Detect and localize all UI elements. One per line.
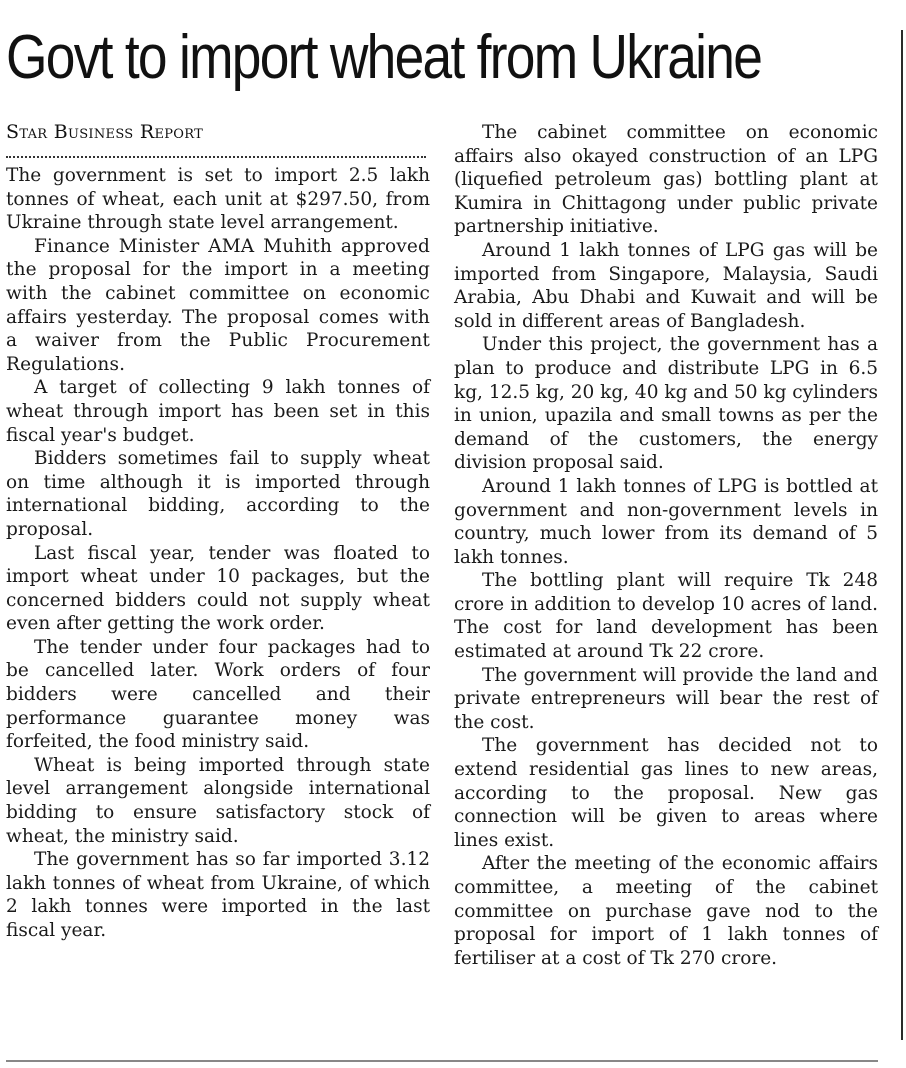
paragraph: After the meeting of the economic affairs committee, a meeting of the cabinet committee on purchase gave nod to the proposal for import of 1 lakh tonnes of fertiliser at a cost of Tk 270 crore. — [454, 853, 878, 969]
bottom-divider — [6, 1060, 878, 1062]
paragraph: Wheat is being imported through state level arrangement alongside international bidding to ensure satisfactory stock of wheat, the ministry said. — [6, 754, 430, 847]
paragraph: The government is set to import 2.5 lakh tonnes of wheat, each unit at $297.50, from Ukraine through state level arrangement. — [6, 165, 430, 234]
paragraph: Around 1 lakh tonnes of LPG is bottled at government and non-government levels in country, much lower from its demand of 5 lakh tonnes. — [454, 475, 878, 568]
paragraph: The government has so far imported 3.12 lakh tonnes of wheat from Ukraine, of which 2 lakh tonnes were imported in the last fiscal year. — [6, 849, 430, 941]
paragraph: A target of collecting 9 lakh tonnes of wheat through import has been set in this fiscal year's budget. — [6, 377, 430, 446]
paragraph: Last fiscal year, tender was floated to import wheat under 10 packages, but the concerned bidders could not supply wheat even after getting the work order. — [6, 542, 430, 635]
paragraph: The bottling plant will require Tk 248 crore in addition to develop 10 acres of land. The cost for land development has been estimated at around Tk 22 crore. — [454, 570, 878, 663]
headline: Govt to import wheat from Ukraine — [6, 23, 762, 92]
paragraph: The government will provide the land and private entrepreneurs will bear the rest of the cost. — [454, 664, 878, 733]
paragraph: The cabinet committee on economic affairs also okayed construction of an LPG (liquefied petroleum gas) bottling plant at Kumira in Chittagong under public private partnership initiative. — [454, 122, 878, 238]
paragraph: Finance Minister AMA Muhith approved the proposal for the import in a meeting with the cabinet committee on economic affairs yesterday. The proposal comes with a waiver from the Public Procurement Regulations. — [6, 235, 430, 375]
paragraph: Around 1 lakh tonnes of LPG gas will be imported from Singapore, Malaysia, Saudi Arabia, Abu Dhabi and Kuwait and will be sold in different areas of Bangladesh. — [454, 239, 878, 332]
byline-divider — [6, 156, 426, 158]
column-rule-right — [901, 30, 903, 1040]
paragraph: The tender under four packages had to be cancelled later. Work orders of four bidders were cancelled and their performance guarantee money was forfeited, the food ministry said. — [6, 636, 430, 753]
paragraph: Bidders sometimes fail to supply wheat on time although it is imported through international bidding, according to the proposal. — [6, 448, 430, 540]
paragraph: Under this project, the government has a plan to produce and distribute LPG in 6.5 kg, 12.5 kg, 20 kg, 40 kg and 50 kg cylinders in union, upazila and small towns as per the demand of the customers, the energy division proposal said. — [454, 334, 879, 474]
article-column-right — [454, 121, 878, 970]
byline: Star Business Report — [6, 121, 204, 143]
article-column-left — [6, 120, 430, 943]
paragraph: The government has decided not to extend residential gas lines to new areas, according to the proposal. New gas connection will be given to areas where lines exist. — [454, 735, 878, 851]
